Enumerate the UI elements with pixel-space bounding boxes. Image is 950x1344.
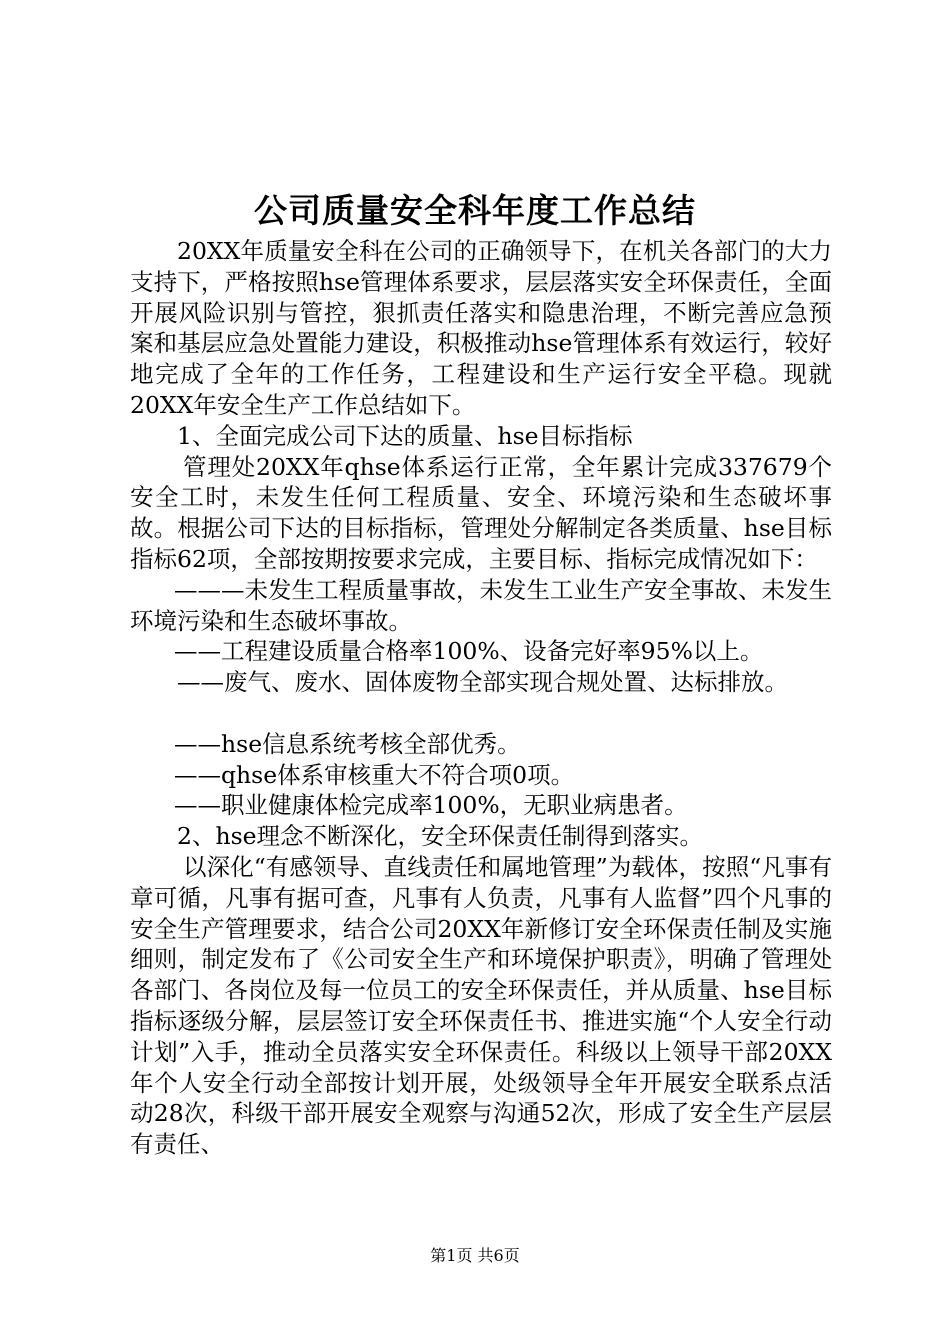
target-item-3: ——废气、废水、固体废物全部实现合规处置、达标排放。: [177, 668, 788, 697]
blank-line: [130, 698, 832, 729]
target-item-4: ——hse信息系统考核全部优秀。: [174, 729, 521, 758]
target-item-1: ———未发生工程质量事故，未发生工业生产安全事故、未发生环境污染和生态破坏事故。: [130, 575, 832, 635]
section-1-paragraph: 管理处20XX年qhse体系运行正常，全年累计完成337679个安全工时，未发生任何工程质量、安全、环境污染和生态破坏事故。根据公司下达的目标指标，管理处分解制定各类质量、hse目标指标62项，全部按期按要求完成，主要目标、指标完成情况如下：: [130, 452, 832, 573]
section-2-paragraph: 以深化“有感领导、直线责任和属地管理”为载体，按照“凡事有章可循，凡事有据可查，凡事有人负责，凡事有人监督”四个凡事的安全生产管理要求，结合公司20XX年新修订安全环保责任制及实施细则，制定发布了《公司安全生产和环境保护职责》，明确了管理处各部门、各岗位及每一位员工的安全环保责任，并从质量、hse目标指标逐级分解，层层签订安全环保责任书、推进实施“个人安全行动计划”入手，推动全员落实安全环保责任。科级以上领导干部20XX年个人安全行动全部按计划开展，处级领导全年开展安全联系点活动28次，科级干部开展安全观察与沟通52次，形成了安全生产层层有责任、: [130, 852, 832, 1159]
target-item-5: ——qhse体系审核重大不符合项0项。: [174, 760, 575, 789]
document-body: [130, 236, 832, 1160]
target-item-6: ——职业健康体检完成率100%，无职业病患者。: [174, 791, 688, 820]
section-heading-2: 2、hse理念不断深化，安全环保责任制得到落实。: [177, 822, 704, 851]
target-item-2: ——工程建设质量合格率100%、设备完好率95%以上。: [174, 637, 764, 666]
section-heading-1: 1、全面完成公司下达的质量、hse目标指标: [177, 421, 633, 450]
document-title: 公司质量安全科年度工作总结: [254, 191, 696, 230]
intro-paragraph: 20XX年质量安全科在公司的正确领导下，在机关各部门的大力支持下，严格按照hse管理体系要求，层层落实安全环保责任，全面开展风险识别与管控，狠抓责任落实和隐患治理，不断完善应急预案和基层应急处置能力建设，积极推动hse管理体系有效运行，较好地完成了全年的工作任务，工程建设和生产运行安全平稳。现就20XX年安全生产工作总结如下。: [130, 237, 832, 419]
page-number-footer: 第1页 共6页: [430, 1246, 520, 1265]
